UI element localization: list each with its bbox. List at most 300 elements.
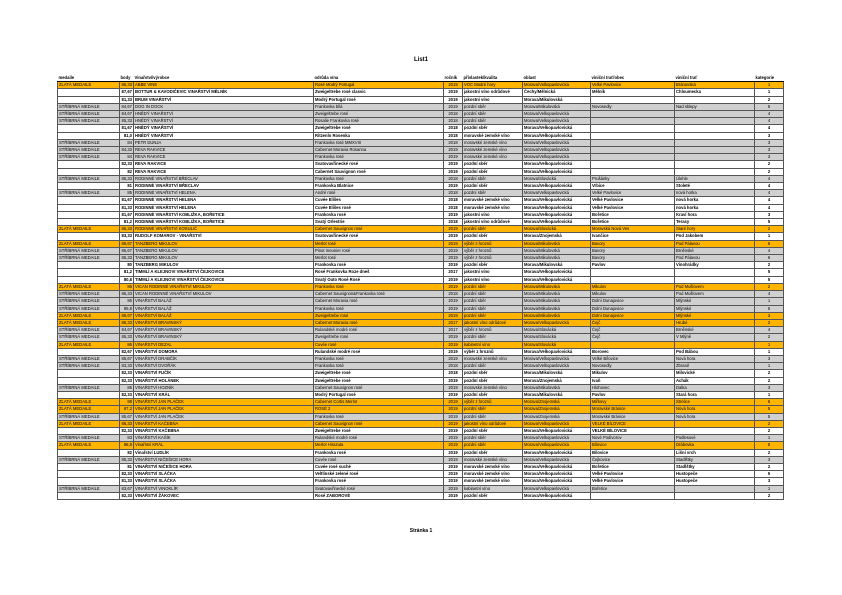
variety-cell: Cabernet Moravia Rosanna	[314, 147, 444, 154]
category-cell: 2	[755, 168, 784, 175]
vineyard-cell: Hustopeče	[675, 471, 755, 478]
category-cell: 4	[755, 247, 784, 254]
variety-cell: Cuvée Elišes rosé	[314, 204, 444, 211]
village-cell	[591, 269, 675, 276]
table-row	[58, 147, 784, 154]
village-cell: Čejč	[591, 319, 675, 326]
category-cell: 1	[755, 233, 784, 240]
quality-cell: pozdní sběr	[463, 449, 523, 456]
vineyard-cell: Drábovka	[675, 442, 755, 449]
variety-cell: Rosalie Frankovka rosé	[314, 118, 444, 125]
quality-cell: jakostní víno odrůdové	[463, 319, 523, 326]
category-cell: 3	[755, 456, 784, 463]
variety-cell: Cabernet Moravia rosé	[314, 319, 444, 326]
table-row	[58, 125, 784, 132]
quality-cell: moravské zemské víno	[463, 132, 523, 139]
table-row	[58, 391, 784, 398]
vineyard-cell	[675, 485, 755, 492]
column-header: viniční trať/obec	[591, 75, 675, 82]
winery-cell: VINAŘSTVÍ HOLÁNEK	[134, 377, 314, 384]
vintage-cell: 2018	[444, 190, 463, 197]
vineyard-cell: Stoleté	[675, 183, 755, 190]
vineyard-cell: Achák	[675, 377, 755, 384]
variety-cell: Frankovka rosé	[314, 363, 444, 370]
points-cell: 82,33	[120, 427, 134, 434]
village-cell: Bavory	[591, 240, 675, 247]
table-row	[58, 449, 784, 456]
category-cell: 4	[755, 175, 784, 182]
quality-cell: pozdní sběr	[463, 391, 523, 398]
category-cell: 2	[755, 427, 784, 434]
region-cell: Morava/Velkopavlovická	[523, 269, 591, 276]
variety-cell: Cuvée rosé	[314, 341, 444, 348]
vineyard-cell: V Mlýně	[675, 334, 755, 341]
vineyard-cell	[675, 168, 755, 175]
medal-cell	[58, 471, 120, 478]
vintage-cell: 2019	[444, 312, 463, 319]
village-cell: Ivaň	[591, 377, 675, 384]
table-row	[58, 399, 784, 406]
category-cell: 3	[755, 312, 784, 319]
region-cell: Morava/Velkopavlovická	[523, 449, 591, 456]
village-cell	[591, 96, 675, 103]
vineyard-cell: Dalka	[675, 384, 755, 391]
village-cell: Čejkovice	[591, 456, 675, 463]
medal-cell	[58, 96, 120, 103]
vineyard-cell: Pod Pálavou	[675, 255, 755, 262]
table-row	[58, 406, 784, 413]
village-cell: Bořetice	[591, 219, 675, 226]
region-cell: Morava/Mikulovská	[523, 283, 591, 290]
quality-cell: pozdní sběr	[463, 118, 523, 125]
points-cell: 85,33	[120, 175, 134, 182]
points-cell: 84	[120, 154, 134, 161]
region-cell: Morava/Velkopavlovická	[523, 168, 591, 175]
vintage-cell: 2019	[444, 406, 463, 413]
points-cell: 84,33	[120, 147, 134, 154]
points-cell: 82,33	[120, 471, 134, 478]
medal-cell	[58, 348, 120, 355]
medal-cell	[58, 132, 120, 139]
medal-cell	[58, 492, 120, 499]
points-cell: 85	[120, 190, 134, 197]
vintage-cell: 2019	[444, 334, 463, 341]
vintage-cell: 2019	[444, 211, 463, 218]
category-cell: 2	[755, 420, 784, 427]
vintage-cell: 2019	[444, 183, 463, 190]
vineyard-cell	[675, 118, 755, 125]
variety-cell: André rosé	[314, 190, 444, 197]
category-cell: 3	[755, 154, 784, 161]
village-cell: Novosedly	[591, 103, 675, 110]
vineyard-cell	[675, 111, 755, 118]
vintage-cell: 2019	[444, 247, 463, 254]
vintage-cell: 2019	[444, 435, 463, 442]
points-cell: 86,67	[120, 312, 134, 319]
region-cell: Morava/Slovácká	[523, 175, 591, 182]
variety-cell: Veltlínské zelené rosé	[314, 471, 444, 478]
region-cell: Morava/Velkopavlovická	[523, 154, 591, 161]
category-cell: 2	[755, 226, 784, 233]
points-cell: 83,67	[120, 485, 134, 492]
vintage-cell: 2019	[444, 255, 463, 262]
winery-cell: RODINNÉ VINAŘSTVÍ KOBLIŽKA, BOŘETICE	[134, 211, 314, 218]
medal-cell: STŘÍBRNÁ MEDAILE	[58, 334, 120, 341]
vineyard-cell	[675, 341, 755, 348]
winery-cell: VINAŘSTVÍ BRAVINSKÝ	[134, 327, 314, 334]
region-cell: Morava/Velkopavlovická	[523, 348, 591, 355]
vineyard-cell	[675, 96, 755, 103]
quality-cell: moravské zemské víno	[463, 139, 523, 146]
points-cell: 86,33	[120, 226, 134, 233]
medal-cell: ZLATÁ MEDAILE	[58, 312, 120, 319]
vintage-cell: 2019	[444, 168, 463, 175]
region-cell: Morava/Velkopavlovická	[523, 420, 591, 427]
quality-cell: pozdní sběr	[463, 226, 523, 233]
medal-cell: ZLATÁ MEDAILE	[58, 226, 120, 233]
vintage-cell: 2019	[444, 420, 463, 427]
vineyard-cell	[675, 139, 755, 146]
points-cell: 82	[120, 168, 134, 175]
vintage-cell: 2018	[444, 139, 463, 146]
table-row	[58, 355, 784, 362]
category-cell: 2	[755, 492, 784, 499]
points-cell: 81,2	[120, 269, 134, 276]
winery-cell: VINAŘSTVÍ DOMORA	[134, 348, 314, 355]
table-row	[58, 370, 784, 377]
quality-cell: pozdní sběr	[463, 168, 523, 175]
winery-cell: VINAŘSTVÍ BALÁŽ	[134, 305, 314, 312]
village-cell: Hlohovec	[591, 384, 675, 391]
region-cell: Morava/Mikulovská	[523, 247, 591, 254]
quality-cell: pozdní sběr	[463, 442, 523, 449]
village-cell: Bořetice	[591, 211, 675, 218]
vineyard-cell: Vinohrádky	[675, 262, 755, 269]
vintage-cell: 2019	[444, 391, 463, 398]
points-cell: 86,33	[120, 420, 134, 427]
category-cell: 2	[755, 377, 784, 384]
table-row	[58, 111, 784, 118]
table-row	[58, 96, 784, 103]
winery-cell: HNĚDÝ VINAŘSTVÍ	[134, 118, 314, 125]
variety-cell: Frankovka rosé	[314, 413, 444, 420]
points-cell: 86	[120, 341, 134, 348]
variety-cell: Cabernet Sauvignon rosé	[314, 226, 444, 233]
table-row	[58, 319, 784, 326]
region-cell: Morava/Slovácká	[523, 327, 591, 334]
vineyard-cell	[675, 276, 755, 283]
points-cell: 83,33	[120, 363, 134, 370]
region-cell: Morava/Velkopavlovická	[523, 211, 591, 218]
village-cell: Dolní Dunajovice	[591, 305, 675, 312]
quality-cell: moravské zemské víno	[463, 147, 523, 154]
winery-cell: VINAŘSTVÍ BRAVINSKÝ	[134, 334, 314, 341]
winery-cell: RODINNÉ VINAŘSTVÍ BŘECLAV	[134, 183, 314, 190]
table-row	[58, 183, 784, 190]
variety-cell: Frankovka rosé	[314, 478, 444, 485]
table-row	[58, 89, 784, 96]
category-cell: 5	[755, 406, 784, 413]
category-cell: 4	[755, 125, 784, 132]
region-cell: Morava/Velkopavlovická	[523, 276, 591, 283]
vineyard-cell: Pod Jakobem	[675, 233, 755, 240]
winery-cell: REVA RAKVICE	[134, 147, 314, 154]
medal-cell: STŘÍBRNÁ MEDAILE	[58, 255, 120, 262]
winery-cell: RODINNÉ VINAŘSTVÍ HELENA	[134, 190, 314, 197]
village-cell: Vrbice	[591, 183, 675, 190]
vineyard-cell	[675, 492, 755, 499]
vintage-cell: 2019	[444, 262, 463, 269]
column-header: oblast	[523, 75, 591, 82]
village-cell	[591, 139, 675, 146]
quality-cell: výběr z hroznů	[463, 327, 523, 334]
village-cell: Velké Bílovice	[591, 355, 675, 362]
medal-cell	[58, 269, 120, 276]
medal-cell: STŘÍBRNÁ MEDAILE	[58, 147, 120, 154]
table-row	[58, 291, 784, 298]
village-cell: VELKÉ BÍLOVICE	[591, 420, 675, 427]
medal-cell	[58, 168, 120, 175]
category-cell: 3	[755, 355, 784, 362]
winery-cell: REVA RAKVICE	[134, 168, 314, 175]
vintage-cell: 2019	[444, 384, 463, 391]
winery-cell: VINAŘSTVÍ JAN PLAČEK	[134, 413, 314, 420]
points-cell: 88	[120, 399, 134, 406]
column-header: kategorie	[755, 75, 784, 82]
category-cell: 1	[755, 298, 784, 305]
table-row	[58, 377, 784, 384]
medal-cell: STŘÍBRNÁ MEDAILE	[58, 291, 120, 298]
category-cell: 1	[755, 391, 784, 398]
points-cell: 85	[120, 384, 134, 391]
column-header: Vinařství/výrobce	[134, 75, 314, 82]
village-cell: Moravská Nová Ves	[591, 226, 675, 233]
vineyard-cell	[675, 132, 755, 139]
category-cell: 1	[755, 485, 784, 492]
vineyard-cell	[675, 147, 755, 154]
table-row	[58, 219, 784, 226]
medal-cell	[58, 183, 120, 190]
vineyard-cell: Kraví hora	[675, 211, 755, 218]
vineyard-cell: Stadlštky	[675, 456, 755, 463]
medal-cell: STŘÍBRNÁ MEDAILE	[58, 247, 120, 254]
village-cell	[591, 492, 675, 499]
table-row	[58, 348, 784, 355]
vintage-cell: 2019	[444, 147, 463, 154]
points-cell: 85,67	[120, 247, 134, 254]
category-cell: 5	[755, 442, 784, 449]
quality-cell: moravské zemské víno	[463, 456, 523, 463]
points-cell: 86,67	[120, 240, 134, 247]
region-cell: Morava/Velkopavlovická	[523, 183, 591, 190]
points-cell: 86,8	[120, 442, 134, 449]
quality-cell: výběr z hroznů	[463, 255, 523, 262]
points-cell: 82,33	[120, 377, 134, 384]
table-row	[58, 197, 784, 204]
variety-cell: Modrý Portugal rosé	[314, 391, 444, 398]
vineyard-cell	[675, 269, 755, 276]
points-cell: 83,33	[120, 233, 134, 240]
region-cell: Morava/Velkopavlovická	[523, 147, 591, 154]
variety-cell: Zweigeltrebe rosé	[314, 377, 444, 384]
region-cell: Morava/Velkopavlovická	[523, 427, 591, 434]
vintage-cell: 2018	[444, 132, 463, 139]
variety-cell: Cabernet Sauvignon rosé	[314, 168, 444, 175]
winery-cell: VINAŘSTVÍ JAN PLAČEK	[134, 406, 314, 413]
village-cell: Velké Pavlovice	[591, 478, 675, 485]
region-cell: Morava/Mikulovská	[523, 103, 591, 110]
table-row	[58, 413, 784, 420]
village-cell	[591, 118, 675, 125]
vintage-cell: 2019	[444, 298, 463, 305]
variety-cell: Rosé Modrý Portugal	[314, 82, 444, 89]
vineyard-cell: Hrubé	[675, 319, 755, 326]
table-row	[58, 384, 784, 391]
vintage-cell: 2018	[444, 291, 463, 298]
vintage-cell: 2019	[444, 456, 463, 463]
winery-cell: VINAŘSTVÍ KAČEBNA	[134, 427, 314, 434]
village-cell: Čejč	[591, 334, 675, 341]
quality-cell: jakostní víno	[463, 211, 523, 218]
region-cell: Morava/Mikulovská	[523, 240, 591, 247]
column-header: ročník	[444, 75, 463, 82]
village-cell	[591, 154, 675, 161]
table-row	[58, 427, 784, 434]
winery-cell: RODINNÉ VINAŘSTVÍ HELENA	[134, 197, 314, 204]
variety-cell: Frankovka Blatnice	[314, 183, 444, 190]
table-row	[58, 168, 784, 175]
vintage-cell: 2019	[444, 103, 463, 110]
table-row	[58, 240, 784, 247]
winery-cell: VINAŘSTVÍ SLÁČKA	[134, 471, 314, 478]
table-row	[58, 283, 784, 290]
points-cell: 82,33	[120, 370, 134, 377]
village-cell: Bílovice	[591, 442, 675, 449]
variety-cell: Merlot rosé	[314, 240, 444, 247]
variety-cell: Zweigeltrebe rosé	[314, 111, 444, 118]
category-cell: 5	[755, 305, 784, 312]
quality-cell: pozdní sběr	[463, 190, 523, 197]
vineyard-cell: Bránovská	[675, 82, 755, 89]
category-cell: 2	[755, 463, 784, 470]
header-row	[58, 75, 784, 82]
table-row	[58, 420, 784, 427]
points-cell: 81,33	[120, 478, 134, 485]
vintage-cell: 2019	[444, 413, 463, 420]
region-cell: Morava/Velkopavlovická	[523, 139, 591, 146]
quality-cell: VOC Modré hory	[463, 82, 523, 89]
region-cell: Morava/Velkopavlovická	[523, 190, 591, 197]
winery-cell: VINAŘSTVÍ JAN PLAČEK	[134, 399, 314, 406]
category-cell: 4	[755, 183, 784, 190]
winery-cell: VINAŘSTVÍ KRÁL	[134, 391, 314, 398]
village-cell: Nové Podivorov	[591, 435, 675, 442]
winery-cell: HNĚDÝ VINAŘSTVÍ	[134, 132, 314, 139]
table-row	[58, 363, 784, 370]
table-row	[58, 334, 784, 341]
village-cell: Čejč	[591, 327, 675, 334]
category-cell: 5	[755, 219, 784, 226]
vineyard-cell	[675, 161, 755, 168]
vintage-cell: 2018	[444, 363, 463, 370]
winery-cell: VINAŘSTVÍ BALÁŽ	[134, 312, 314, 319]
points-cell: 81,67	[120, 211, 134, 218]
quality-cell: pozdní sběr	[463, 435, 523, 442]
quality-cell: pozdní sběr	[463, 283, 523, 290]
quality-cell: pozdní sběr	[463, 161, 523, 168]
variety-cell: Frankovka rosé	[314, 211, 444, 218]
category-cell: 2	[755, 262, 784, 269]
quality-cell: výběr z hroznů	[463, 240, 523, 247]
village-cell	[591, 125, 675, 132]
category-cell: 4	[755, 291, 784, 298]
vintage-cell: 2018	[444, 219, 463, 226]
variety-cell: Cabernet Sauvignon rosé	[314, 384, 444, 391]
category-cell: 2	[755, 161, 784, 168]
table-row	[58, 233, 784, 240]
winery-cell: RUDOLF KOMAROV - VINAŘSTVÍ	[134, 233, 314, 240]
winery-cell: VINAŘSTVÍ NIČEŠICE HORA	[134, 456, 314, 463]
village-cell: Velké Pavlovice	[591, 82, 675, 89]
category-cell: 3	[755, 147, 784, 154]
quality-cell: pozdní sběr	[463, 312, 523, 319]
vineyard-cell: Mlýnské	[675, 305, 755, 312]
winery-cell: REVA RAKVICE	[134, 154, 314, 161]
quality-cell: kabinetní víno	[463, 485, 523, 492]
vintage-cell: 2019	[444, 463, 463, 470]
region-cell: Morava/Mikulovská	[523, 312, 591, 319]
village-cell: Velké Pavlovice	[591, 197, 675, 204]
quality-cell: moravské zemské víno	[463, 478, 523, 485]
variety-cell: Frankovka rosé	[314, 175, 444, 182]
village-cell: Mikulov	[591, 291, 675, 298]
quality-cell: jakostní víno odrůdové	[463, 420, 523, 427]
village-cell: Bořetice	[591, 463, 675, 470]
winery-cell: TIMMLÍ A KLEJNOVI VINAŘSTVÍ ČEJKOVICE	[134, 269, 314, 276]
points-cell: 85,33	[120, 334, 134, 341]
medal-cell	[58, 370, 120, 377]
quality-cell: výběr z hroznů	[463, 399, 523, 406]
quality-cell: pozdní sběr	[463, 305, 523, 312]
table-row	[58, 269, 784, 276]
category-cell: 2	[755, 319, 784, 326]
medal-cell: STŘÍBRNÁ MEDAILE	[58, 103, 120, 110]
region-cell: Morava/Mikulovská	[523, 255, 591, 262]
medal-cell: STŘÍBRNÁ MEDAILE	[58, 154, 120, 161]
vintage-cell: 2019	[444, 449, 463, 456]
variety-cell: Svatovavřinecké rosé	[314, 485, 444, 492]
column-header: přívlastek/kvalita	[463, 75, 523, 82]
region-cell: Morava/Velkopavlovická	[523, 125, 591, 132]
variety-cell: Svatý Outo Rosé Rosé	[314, 276, 444, 283]
variety-cell: Zweigeltrebe rosé	[314, 427, 444, 434]
points-cell: 86	[120, 283, 134, 290]
variety-cell: Cabernet Moravia rosé	[314, 298, 444, 305]
points-cell: 82,33	[120, 492, 134, 499]
quality-cell: moravské zemské víno	[463, 154, 523, 161]
vintage-cell: 2019	[444, 377, 463, 384]
village-cell: Novosedly	[591, 363, 675, 370]
table-row	[58, 204, 784, 211]
table-row	[58, 442, 784, 449]
medal-cell	[58, 276, 120, 283]
vineyard-cell: Úlehle	[675, 175, 755, 182]
village-cell: Moravské Bránice	[591, 406, 675, 413]
vintage-cell: 2017	[444, 327, 463, 334]
quality-cell: moravské zemské víno	[463, 471, 523, 478]
category-cell: 5	[755, 103, 784, 110]
category-cell: 5	[755, 413, 784, 420]
